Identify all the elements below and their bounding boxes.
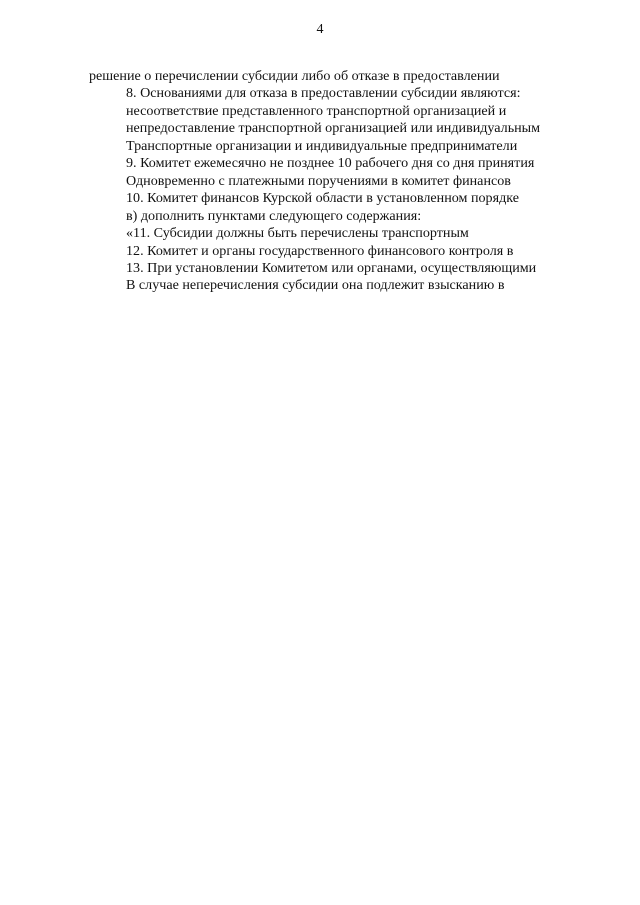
page-number: 4: [316, 22, 324, 37]
paragraph-decision-continuation: решение о перечислении субсидии либо об отказе в предоставлении: [89, 68, 500, 84]
paragraph-item-13: 13. При установлении Комитетом или органами, осуществляющими: [126, 259, 537, 276]
paragraph-item-10: 10. Комитет финансов Курской области в установленном порядке: [126, 190, 519, 207]
paragraph-amendment-intro: в) дополнить пунктами следующего содержания:: [126, 207, 422, 224]
paragraph-item-8-nonsubmission: непредоставление транспортной организацией или индивидуальным: [126, 120, 541, 137]
paragraph-item-12: 12. Комитет и органы государственного финансового контроля в: [126, 242, 514, 259]
paragraph-item-9: 9. Комитет ежемесячно не позднее 10 рабочего дня со дня принятия: [126, 155, 535, 172]
document-body: [89, 68, 576, 295]
paragraph-item-8: 8. Основаниями для отказа в предоставлении субсидии являются:: [126, 85, 521, 102]
paragraph-item-8-nonconformity: несоответствие представленного транспортной организацией и: [126, 102, 507, 119]
paragraph-recovery: В случае неперечисления субсидии она подлежит взысканию в: [126, 277, 505, 294]
paragraph-item-11: «11. Субсидии должны быть перечислены транспортным: [126, 225, 469, 242]
paragraph-responsibility: Транспортные организации и индивидуальные предприниматели: [126, 137, 518, 154]
paragraph-item-9-report: Одновременно с платежными поручениями в комитет финансов: [126, 172, 511, 189]
